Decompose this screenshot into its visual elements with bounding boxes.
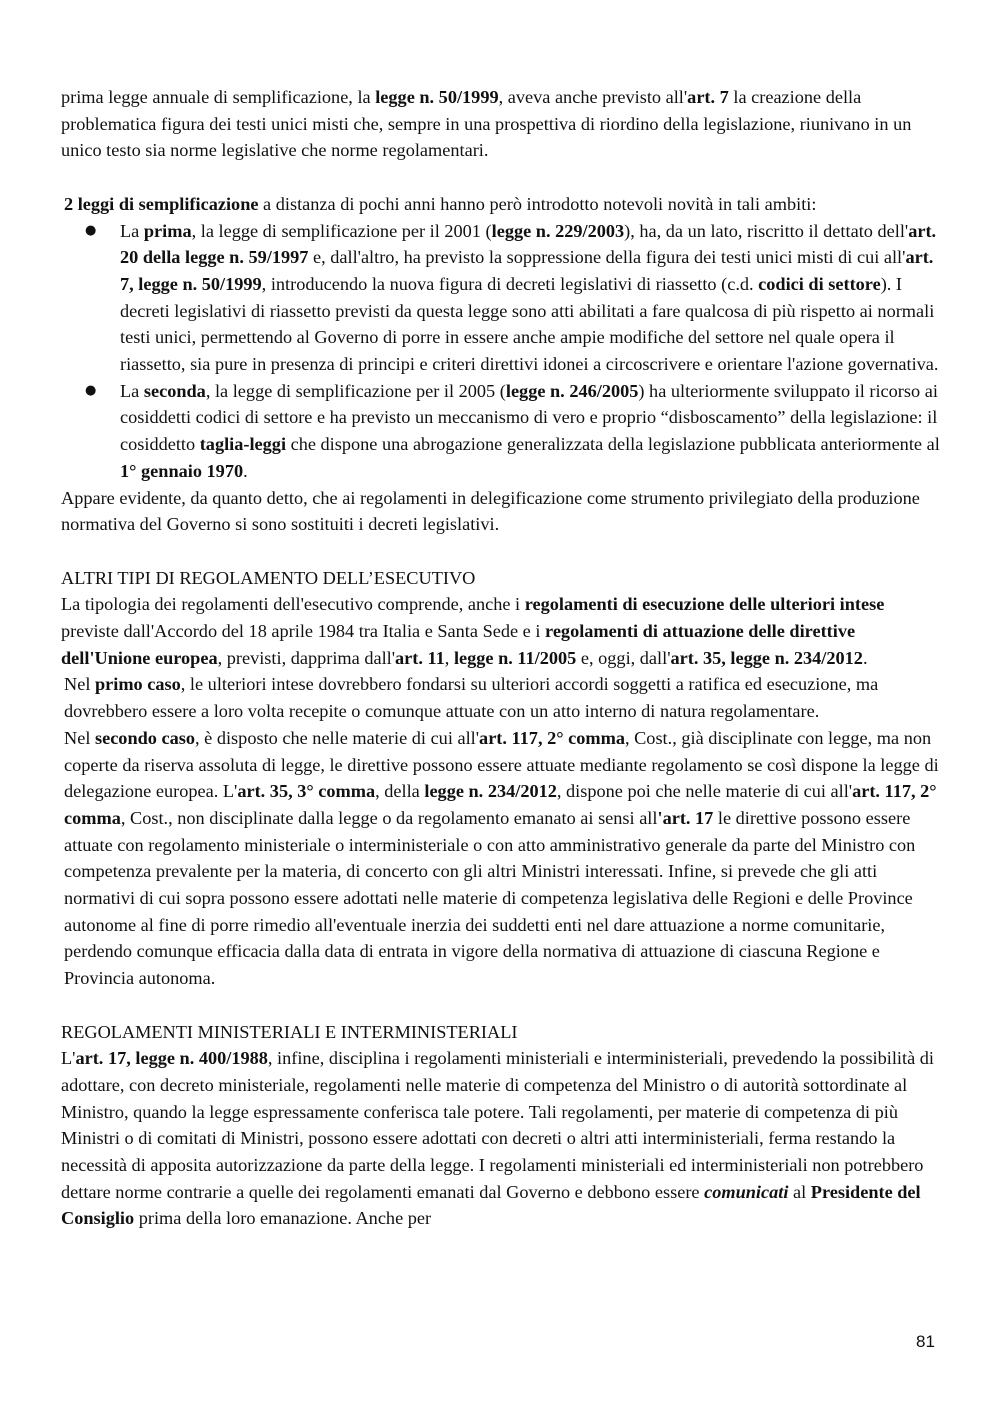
- bold-text: art. 7, legge n. 50/1999: [120, 247, 934, 294]
- text-run: al: [788, 1181, 811, 1202]
- list-item: [61, 218, 941, 378]
- bold-text: art. 35, 3° comma: [237, 781, 376, 802]
- paragraph-tipologia: [61, 591, 941, 671]
- bold-text: regolamenti di esecuzione delle ulteriori intese: [524, 594, 885, 615]
- text-run: ), ha, da un lato, riscritto il dettato dell': [624, 220, 909, 241]
- text-run: , previsti, dapprima dall': [217, 647, 396, 668]
- spacer: [61, 992, 941, 1019]
- text-run: .: [862, 647, 868, 668]
- section-heading: REGOLAMENTI MINISTERIALI E INTERMINISTERIALI: [61, 1021, 518, 1042]
- text-run: La: [120, 380, 144, 401]
- spacer: [61, 164, 941, 191]
- spacer: [61, 538, 941, 565]
- bullet-list: [61, 218, 941, 485]
- bold-text: art. 117, 2° comma: [64, 781, 937, 828]
- text-run: , infine, disciplina i regolamenti ministeriali e interministeriali, prevedendo la possibilità di adottare, con decreto ministeriale, regolamenti nelle materie di competenza del Ministro o di autorità sottordinate al Ministro, quando la legge espressamente conferisca tale potere. Tali regolamenti, per materie di competenza di più Ministri o di comitati di Ministri, possono essere adottati con decreti o altri atti interministeriali, ferma restando la necessità di apposita autorizzazione da parte della legge. I regolamenti ministeriali ed interministeriali non potrebbero dettare norme contrarie a quelle dei regolamenti emanati dal Governo e debbono essere: [61, 1048, 934, 1202]
- text-run: prima della loro emanazione. Anche per: [134, 1208, 432, 1229]
- text-run: La tipologia dei regolamenti dell'esecutivo comprende, anche i: [61, 594, 525, 615]
- text-run: , introducendo la nuova figura di decreti legislativi di riassetto (c.d.: [261, 273, 759, 294]
- text-run: le direttive possono essere attuate con regolamento ministeriale o interministeriale o con atto amministrativo generale da parte del Ministro con competenza prevalente per la materia, di concerto con gli altri Ministri interessati. Infine, si prevede che gli atti normativi di cui sopra possono essere adottati nelle materie di competenza legislativa delle Regioni e delle Province autonome al fine di porre rimedio all'eventuale inerzia dei suddetti enti nel dare attuazione a norme comunitarie, perdendo comunque efficacia dalla data di entrata in vigore della normativa di attuazione di ciascuna Regione e Provincia autonoma.: [64, 807, 916, 989]
- text-run: e, oggi, dall': [576, 647, 671, 668]
- bold-text: taglia-leggi: [199, 434, 287, 455]
- text-run: ). I decreti legislativi di riassetto previsti da questa legge sono atti abilitati a fare qualcosa di più rispetto ai normali testi unici, permettendo al Governo di porre in essere anche ampie modifiche del settore nel quale opera il riassetto, sia pure in presenza di principi e criteri direttivi idonei a circoscrivere e orientare l'azione governativa.: [120, 273, 939, 375]
- bold-text: art. 7: [687, 87, 729, 107]
- text-run: , le ulteriori intese dovrebbero fondarsi su ulteriori accordi soggetti a ratifica ed esecuzione, ma dovrebbero essere a loro volta recepite o comunque attuate con un atto interno di natura regolamentare.: [64, 674, 879, 722]
- text-run: , è disposto che nelle materie di cui all': [195, 727, 480, 748]
- text-run: Appare evidente, da quanto detto, che ai regolamenti in delegificazione come strumento privilegiato della produzione normativa del Governo si sono sostituiti i decreti legislativi.: [61, 487, 920, 535]
- paragraph-secondo-caso: [61, 725, 941, 992]
- bullet-icon: ●: [85, 382, 97, 398]
- text-run: , Cost., già disciplinate con legge, ma non coperte da riserva assoluta di legge, le direttive possono essere attuate mediante regolamento se così dispone la legge di delegazione europea. L': [64, 727, 939, 802]
- text-run: ,: [444, 647, 454, 668]
- bold-text: art. 20 della legge n. 59/1997: [120, 220, 937, 268]
- bold-text: 2 leggi di semplificazione: [64, 193, 259, 214]
- bold-text: prima: [143, 220, 192, 241]
- paragraph-primo-caso: [61, 671, 941, 724]
- page-number: 81: [916, 1332, 935, 1351]
- text-run: L': [61, 1048, 76, 1069]
- bold-text: legge n. 11/2005: [453, 647, 577, 668]
- text-run: La: [120, 220, 144, 241]
- bold-text: art. 11: [395, 647, 445, 668]
- text-run: prima legge annuale di semplificazione, la: [61, 87, 376, 107]
- text-run: , della: [375, 781, 425, 802]
- paragraph-conclusion: [61, 485, 941, 538]
- text-run: .: [243, 460, 248, 481]
- bullet-icon: ●: [85, 222, 97, 238]
- text-run: che dispone una abrogazione generalizzata della legislazione pubblicata anteriormente al: [286, 434, 940, 455]
- bold-text: 1° gennaio 1970: [120, 460, 244, 481]
- text-run: e, dall'altro, ha previsto la soppressione della figura dei testi unici misti di cui all': [308, 247, 906, 268]
- bold-text: legge n. 234/2012: [424, 781, 557, 802]
- bold-text: legge n. 50/1999: [375, 87, 499, 107]
- text-run: , Cost., non disciplinate dalla legge o da regolamento emanato ai sensi all: [120, 807, 658, 828]
- text-run: , la legge di semplificazione per il 2001 (: [191, 220, 492, 241]
- text-run: , dispone poi che nelle materie di cui all': [556, 781, 853, 802]
- bold-text: art. 117, 2° comma: [479, 727, 625, 748]
- text-run: ) ha ulteriormente sviluppato il ricorso ai cosiddetti codici di settore e ha previsto un meccanismo di vero e proprio “disboscamento” della legislazione: il cosiddetto: [120, 380, 938, 455]
- paragraph-art17: [61, 1045, 941, 1232]
- bold-text: regolamenti di attuazione delle direttive dell'Unione europea: [61, 621, 856, 668]
- bold-text: legge n. 229/2003: [491, 220, 625, 241]
- bold-text: legge n. 246/2005: [505, 380, 639, 401]
- text-run: previste dall'Accordo del 18 aprile 1984 tra Italia e Santa Sede e i: [61, 621, 546, 642]
- bold-text: codici di settore: [758, 273, 881, 294]
- list-item: [61, 378, 941, 485]
- bold-text: art. 35, legge n. 234/2012: [670, 647, 863, 668]
- section-heading: ALTRI TIPI DI REGOLAMENTO DELL’ESECUTIVO: [61, 567, 476, 588]
- paragraph-semplificazione: [61, 191, 941, 218]
- bold-text: secondo caso: [94, 727, 196, 748]
- document-page: [61, 84, 941, 1232]
- bold-text: comunicati: [704, 1181, 789, 1202]
- text-run: , la legge di semplificazione per il 2005 (: [205, 380, 506, 401]
- bold-text: primo caso: [94, 674, 181, 695]
- bold-text: Presidente del Consiglio: [61, 1181, 921, 1229]
- list-item-text: [120, 381, 940, 481]
- text-run: la creazione della problematica figura dei testi unici misti che, sempre in una prospettiva di riordino della legislazione, riunivano in un unico testo sia norme legislative che norme regolamentari.: [61, 87, 912, 161]
- text-run: a distanza di pochi anni hanno però introdotto notevoli novità in tali ambiti:: [258, 193, 817, 214]
- bold-text: art. 17, legge n. 400/1988: [75, 1048, 268, 1069]
- bold-text: seconda: [143, 380, 206, 401]
- text-run: , aveva anche previsto all': [498, 87, 688, 107]
- text-run: Nel: [64, 727, 95, 748]
- bold-text: 'art. 17: [657, 807, 714, 828]
- list-item-text: [120, 221, 939, 375]
- paragraph-intro: [61, 84, 941, 164]
- text-run: Nel: [64, 674, 95, 695]
